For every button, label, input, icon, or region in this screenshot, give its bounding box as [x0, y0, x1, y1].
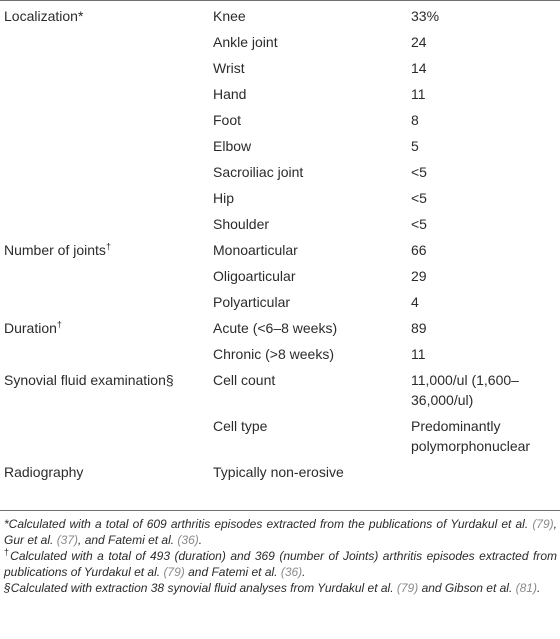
footnote-text: Calculated with a total of 493 (duration) and 369 (number of Joints) arthritis episodes extracted from publications of Yurdakul et al. [4, 549, 557, 579]
row-value: <5 [411, 190, 427, 206]
table-row [0, 133, 560, 159]
footnote-text: . [198, 532, 203, 547]
row-item: Elbow [213, 138, 252, 154]
row-item: Polyarticular [213, 294, 291, 310]
row-value: 14 [411, 60, 427, 76]
data-table [0, 3, 560, 485]
row-item: Cell type [213, 418, 268, 434]
table-row [0, 185, 560, 211]
row-category [0, 29, 213, 55]
row-category: Synovial fluid examination§ [4, 372, 174, 388]
row-category: Localization* [4, 8, 84, 24]
row-value: 5 [411, 138, 419, 154]
row-item: Hand [213, 86, 247, 102]
row-category [0, 211, 213, 237]
category-label: Duration [4, 320, 57, 336]
table-footnotes [4, 517, 557, 598]
row-item: Hip [213, 190, 235, 206]
footnote-text: , Gur et al. [4, 517, 557, 547]
table-row [0, 3, 560, 29]
row-value: 8 [411, 112, 419, 128]
row-item: Knee [213, 8, 246, 24]
footnote-section [4, 581, 557, 597]
reference-link[interactable]: (36) [280, 564, 303, 579]
section-mark: § [4, 581, 11, 595]
reference-link[interactable]: (79) [163, 564, 185, 579]
row-category [0, 237, 213, 263]
footnote-text: , and Fatemi et al. [78, 532, 178, 547]
row-category [0, 413, 213, 459]
reference-link[interactable]: (36) [177, 532, 199, 547]
table-row [0, 289, 560, 315]
table-row [0, 237, 560, 263]
dagger-mark: † [56, 319, 62, 330]
row-value: 89 [411, 320, 427, 336]
reference-link[interactable]: (81) [515, 581, 537, 595]
row-item: Typically non-erosive [213, 464, 344, 480]
table-row [0, 29, 560, 55]
row-category [0, 263, 213, 289]
table-row [0, 55, 560, 81]
dagger-mark: † [105, 241, 111, 252]
row-value: 11,000/ul (1,600–36,000/ul) [411, 372, 519, 408]
row-category [0, 185, 213, 211]
footnote-localization [4, 517, 557, 548]
footnote-text: . [536, 581, 541, 595]
table-row [0, 341, 560, 367]
footnote-text: . [302, 564, 306, 579]
row-category [0, 289, 213, 315]
row-category [0, 107, 213, 133]
category-label: Number of joints [4, 242, 106, 258]
row-category [0, 133, 213, 159]
row-item: Shoulder [213, 216, 270, 232]
row-category [0, 81, 213, 107]
row-category [0, 341, 213, 367]
row-value: 11 [411, 346, 426, 362]
table-row [0, 315, 560, 341]
footnote-text: and Gibson et al. [418, 581, 516, 595]
reference-link[interactable]: (37) [56, 532, 79, 547]
row-value: 4 [411, 294, 419, 310]
footnote-text: and Fatemi et al. [184, 564, 281, 579]
row-item: Oligoarticular [213, 268, 296, 284]
table-bottom-rule [0, 510, 560, 511]
row-item: Monoarticular [213, 242, 298, 258]
table-row [0, 159, 560, 185]
row-value: 11 [411, 86, 426, 102]
footnote-dagger [4, 549, 557, 580]
row-value: 66 [411, 242, 427, 258]
row-category: Radiography [4, 464, 84, 480]
footnote-text: Calculated with extraction 38 synovial fluid analyses from Yurdakul et al. [10, 581, 397, 595]
reference-link[interactable]: (79) [532, 517, 554, 531]
row-item: Wrist [213, 60, 245, 76]
row-item: Sacroiliac joint [213, 164, 304, 180]
table-row [0, 211, 560, 237]
reference-link[interactable]: (79) [396, 581, 419, 595]
table-top-rule [0, 0, 560, 1]
table-row [0, 367, 560, 413]
row-item: Acute (<6–8 weeks) [213, 320, 338, 336]
row-value: 33% [411, 8, 440, 24]
footnote-text: *Calculated with a total of 609 arthritis episodes extracted from the publications of Yurdakul et al. [4, 517, 533, 531]
row-value: 24 [411, 34, 427, 50]
table-row [0, 459, 560, 485]
row-category [0, 315, 213, 341]
row-value: <5 [411, 164, 427, 180]
row-category [0, 159, 213, 185]
row-value: Predominantly polymorphonuclear [411, 418, 531, 454]
table-row [0, 107, 560, 133]
table-row [0, 81, 560, 107]
row-item: Ankle joint [213, 34, 278, 50]
table-row [0, 263, 560, 289]
row-item: Foot [213, 112, 242, 128]
dagger-mark: † [4, 547, 11, 557]
row-value: 29 [411, 268, 427, 284]
row-item: Chronic (>8 weeks) [213, 346, 334, 362]
table-row [0, 413, 560, 459]
row-category [0, 55, 213, 81]
row-value: <5 [411, 216, 427, 232]
row-item: Cell count [213, 372, 276, 388]
row-value [411, 459, 560, 485]
